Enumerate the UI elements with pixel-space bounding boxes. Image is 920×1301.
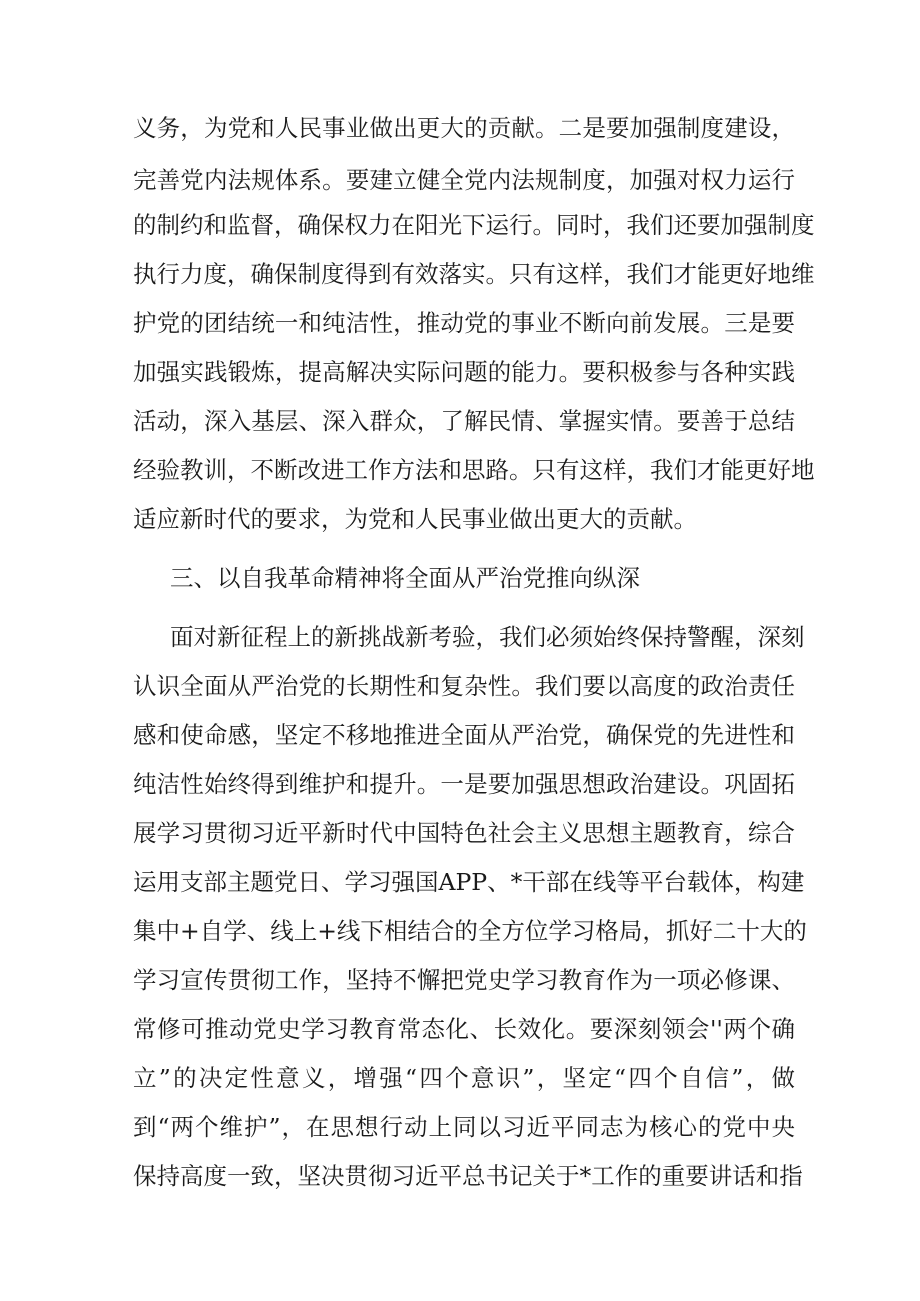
paragraph-line: 感和使命感，坚定不移地推进全面从严治党，确保党的先进性和 bbox=[133, 721, 795, 749]
paragraph-line: 认识全面从严治党的长期性和复杂性。我们要以高度的政治责任 bbox=[133, 672, 795, 700]
paragraph-line: 展学习贯彻习近平新时代中国特色社会主义思想主题教育，综合 bbox=[133, 819, 795, 847]
paragraph-line: 的制约和监督，确保权力在阳光下运行。同时，我们还要加强制度 bbox=[133, 211, 815, 239]
paragraph-line: 运用支部主题党日、学习强国APP、*干部在线等平台载体，构建 bbox=[133, 868, 805, 896]
paragraph-line: 适应新时代的要求，为党和人民事业做出更大的贡献。 bbox=[133, 505, 697, 533]
paragraph-line: 常修可推动党史学习教育常态化、长效化。要深刻领会''两个确 bbox=[133, 1015, 795, 1043]
paragraph-line: 护党的团结统一和纯洁性，推动党的事业不断向前发展。三是要 bbox=[133, 309, 795, 337]
paragraph-line: 集中+自学、线上+线下相结合的全方位学习格局，抓好二十大的 bbox=[133, 917, 807, 945]
paragraph-line: 加强实践锻炼，提高解决实际问题的能力。要积极参与各种实践 bbox=[133, 358, 795, 386]
paragraph-line: 活动，深入基层、深入群众，了解民情、掌握实情。要善于总结 bbox=[133, 407, 795, 435]
paragraph-line: 学习宣传贯彻工作，坚持不懈把党史学习教育作为一项必修课、 bbox=[133, 966, 795, 994]
paragraph-line: 立”的决定性意义，增强“四个意识”，坚定“四个自信”，做 bbox=[133, 1064, 795, 1092]
section-heading: 三、以自我革命精神将全面从严治党推向纵深 bbox=[170, 564, 640, 592]
paragraph-line: 面对新征程上的新挑战新考验，我们必须始终保持警醒，深刻 bbox=[170, 623, 805, 651]
paragraph-line: 保持高度一致，坚决贯彻习近平总书记关于*工作的重要讲话和指 bbox=[133, 1162, 803, 1190]
paragraph-line: 执行力度，确保制度得到有效落实。只有这样，我们才能更好地维 bbox=[133, 260, 815, 288]
paragraph-line: 经验教训，不断改进工作方法和思路。只有这样，我们才能更好地 bbox=[133, 456, 815, 484]
paragraph-line: 纯洁性始终得到维护和提升。一是要加强思想政治建设。巩固拓 bbox=[133, 770, 795, 798]
paragraph-line: 完善党内法规体系。要建立健全党内法规制度，加强对权力运行 bbox=[133, 166, 795, 194]
paragraph-line: 义务，为党和人民事业做出更大的贡献。二是要加强制度建设， bbox=[133, 114, 795, 142]
paragraph-line: 到“两个维护”，在思想行动上同以习近平同志为核心的党中央 bbox=[133, 1113, 795, 1141]
